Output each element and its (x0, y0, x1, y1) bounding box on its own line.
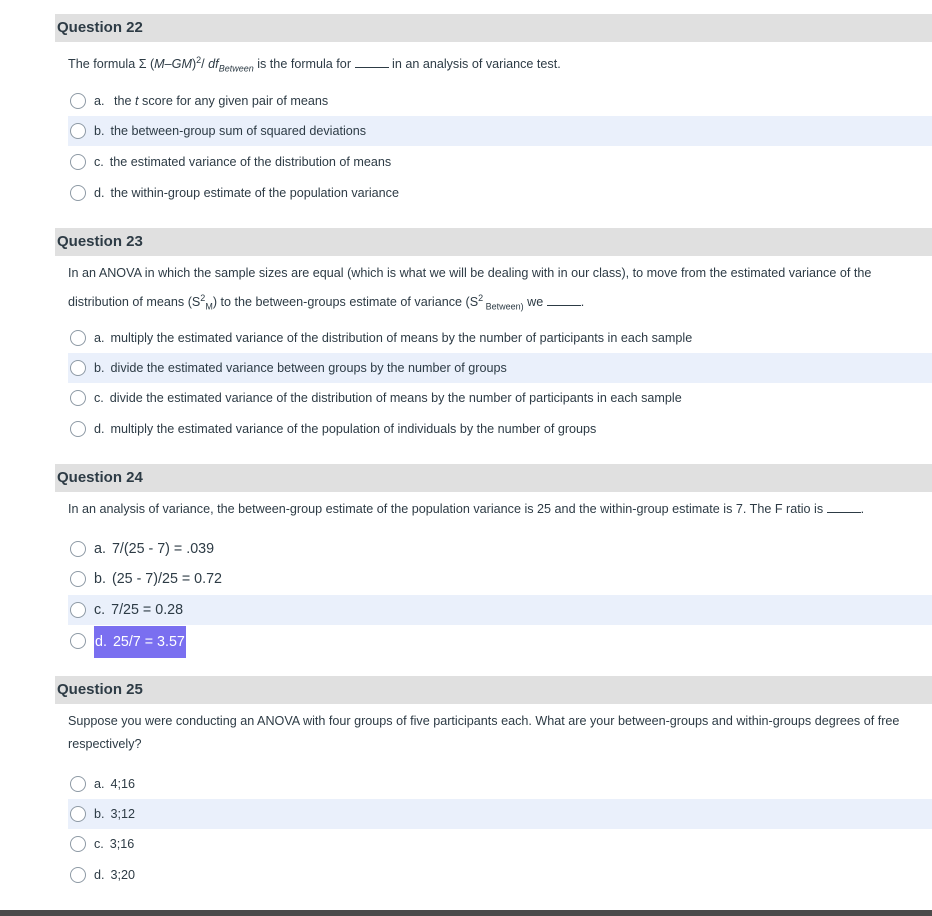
question-22-header: Question 22 (55, 14, 932, 42)
radio-button[interactable] (70, 806, 86, 822)
q24-option-a[interactable]: a. 7/(25 - 7) = .039 (68, 534, 932, 564)
radio-button[interactable] (70, 633, 86, 649)
question-25-text-line1: Suppose you were conducting an ANOVA with four groups of five participants each. What are your between-groups and within-groups degrees of free (68, 714, 900, 728)
q22-option-d[interactable]: d. the within-group estimate of the population variance (68, 178, 932, 208)
q24-option-d[interactable] (68, 626, 932, 656)
radio-button[interactable] (70, 330, 86, 346)
question-23-text-line2: distribution of means $(S^2_M)$ to the between-groups estimate of variance ($S^2$ $_{Between)}$ we . (68, 293, 585, 312)
radio-button[interactable] (70, 602, 86, 618)
radio-button[interactable] (70, 185, 86, 201)
radio-button[interactable] (70, 867, 86, 883)
question-22-text: The formula Σ $(M-GM)^2/$ $df_{Between}$ is the formula for in an analysis of variance test. (68, 55, 561, 74)
bottom-scroll-bar (0, 910, 932, 916)
q24-option-b[interactable]: b. (25 - 7)/25 = 0.72 (68, 564, 932, 594)
q22-option-a[interactable]: a. the t score for any given pair of means (68, 86, 932, 116)
radio-button[interactable] (70, 360, 86, 376)
answer-blank (827, 502, 861, 513)
radio-button[interactable] (70, 390, 86, 406)
q23-option-a[interactable]: a. multiply the estimated variance of the distribution of means by the number of participants in each sample (68, 323, 932, 353)
radio-button[interactable] (70, 571, 86, 587)
radio-button[interactable] (70, 154, 86, 170)
radio-button[interactable] (70, 776, 86, 792)
selected-text-highlight: d. 25/7 = 3.57 (94, 626, 186, 658)
question-23-text-line1: In an ANOVA in which the sample sizes are equal (which is what we will be dealing with in our class), to move from the estimated variance of the (68, 266, 872, 280)
question-25-text-line2: respectively? (68, 737, 142, 751)
q24-option-c[interactable]: c. 7/25 = 0.28 (68, 595, 932, 625)
question-25-header: Question 25 (55, 676, 932, 704)
question-24-header: Question 24 (55, 464, 932, 492)
radio-button[interactable] (70, 836, 86, 852)
answer-blank (355, 57, 389, 68)
q23-option-b[interactable]: b. divide the estimated variance between groups by the number of groups (68, 353, 932, 383)
q22-option-b[interactable]: b. the between-group sum of squared deviations (68, 116, 932, 146)
q25-option-b[interactable]: b. 3;12 (68, 799, 932, 829)
q22-option-c[interactable]: c. the estimated variance of the distribution of means (68, 147, 932, 177)
radio-button[interactable] (70, 123, 86, 139)
q25-option-c[interactable]: c. 3;16 (68, 829, 932, 859)
q23-option-c[interactable]: c. divide the estimated variance of the distribution of means by the number of participants in each sample (68, 383, 932, 413)
q23-option-d[interactable]: d. multiply the estimated variance of the population of individuals by the number of groups (68, 414, 932, 444)
answer-blank (547, 295, 581, 306)
question-24-text: In an analysis of variance, the between-group estimate of the population variance is 25 and the within-group estimate is 7. The F ratio is . (68, 502, 865, 516)
radio-button[interactable] (70, 541, 86, 557)
q25-option-d[interactable]: d. 3;20 (68, 860, 932, 890)
q25-option-a[interactable]: a. 4;16 (68, 769, 932, 799)
question-23-header: Question 23 (55, 228, 932, 256)
radio-button[interactable] (70, 93, 86, 109)
radio-button[interactable] (70, 421, 86, 437)
